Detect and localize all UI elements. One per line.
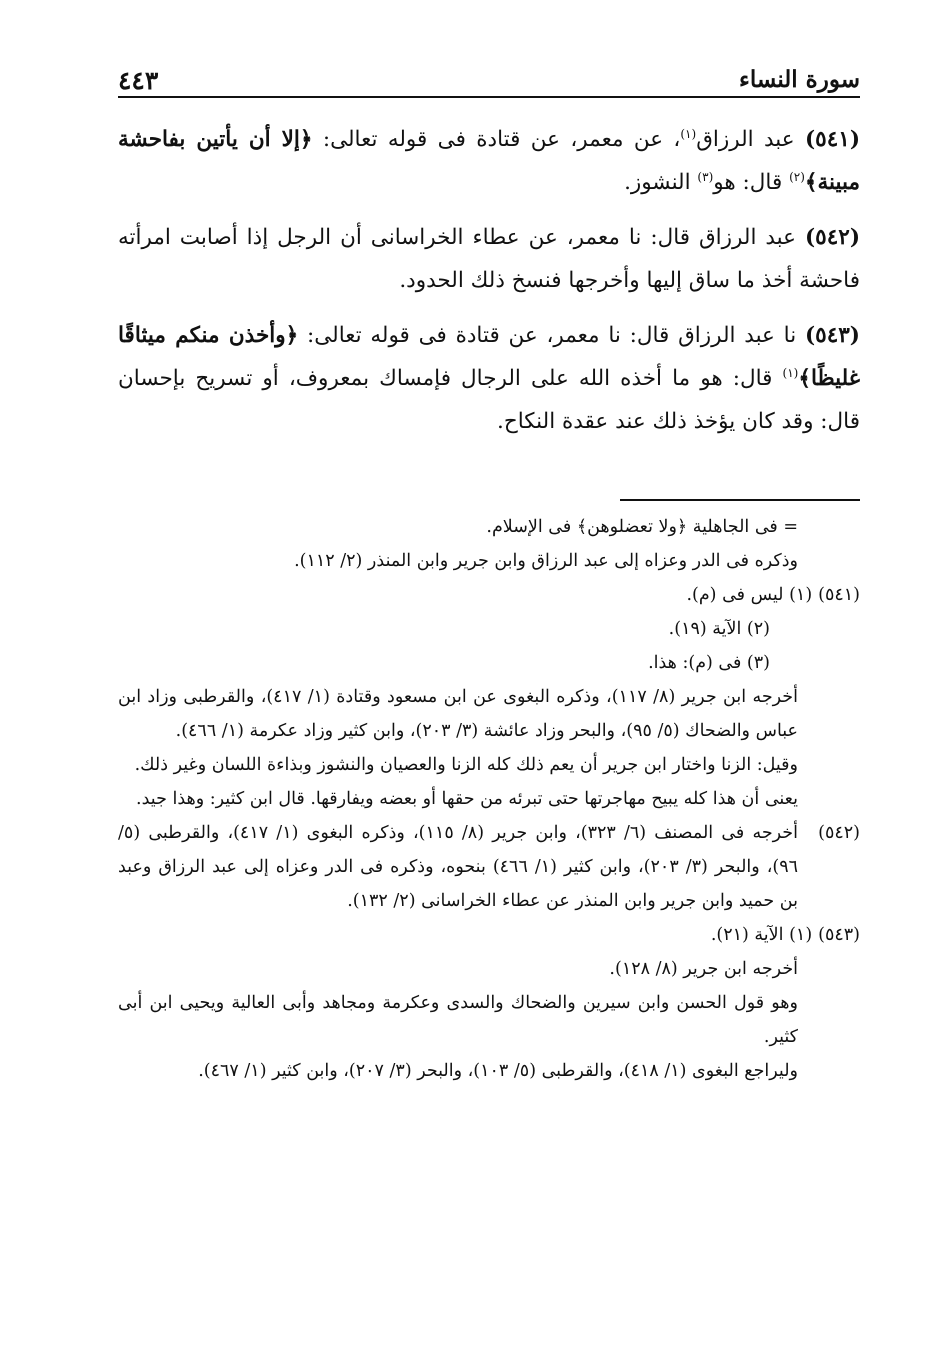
footnote-paragraph: أخرجه ابن جرير (٨/ ١١٧)، وذكره البغوى عن ابن مسعود وقتادة (١/ ٤١٧)، والقرطبى وزاد ابن عباس والضحاك (٥/ ٩٥)، والبحر وزاد عائشة (٣/ ٢٠٣)، وابن كثير وزاد عكرمة (١/ ٤٦٦). — [118, 687, 798, 741]
footnote-paragraph: أخرجه فى المصنف (٦/ ٣٢٣)، وابن جرير (٨/ ١١٥)، وذكره البغوى (١/ ٤١٧)، والقرطبى (٥/ ٩٦)، والبحر (٣/ ٢٠٣)، وابن كثير (١/ ٤٦٦) بنحوه، وذكره فى الدر وعزاه إلى عبد الرزاق وعبد بن حميد وابن جرير وابن المنذر عن عطاء الخراسانى (٢/ ١٣٢). — [118, 823, 799, 911]
entry-number: (٥٤١) — [804, 127, 860, 152]
entry-text: عبد الرزاق — [696, 127, 805, 152]
page-number: ٤٤٣ — [118, 66, 159, 95]
entry-541 — [118, 118, 860, 204]
entry-text: قال: هو — [713, 170, 790, 195]
footnote-542 — [118, 816, 860, 918]
footnote-label: (٥٤١) — [818, 585, 860, 605]
footnote-line: (١) الآية (٢١). — [710, 925, 813, 945]
quran-quote: ﴿إلا أن يأتين بفاحشة مبينة﴾ — [118, 127, 860, 195]
footnote-ref: (١) — [680, 126, 697, 141]
entry-text: ، عن معمر، عن قتادة فى قوله تعالى: — [312, 127, 681, 152]
footnote-line: (١) ليس فى (م). — [686, 585, 813, 605]
entry-text: قال: هو ما أخذه الله على الرجال فإمساك بمعروف، أو تسريح بإحسان قال: وقد كان يؤخذ ذلك عند عقدة النكاح. — [118, 366, 860, 434]
quran-quote: ﴿وأخذن منكم ميثاقًا غليظًا﴾ — [118, 323, 860, 391]
footnote-continuation: = فى الجاهلية ﴿ولا تعضلوهن﴾ فى الإسلام. — [486, 517, 798, 537]
footnote-ref: (١) — [782, 365, 799, 380]
entry-text: عبد الرزاق قال: نا معمر، عن عطاء الخراسانى أن الرجل إذا أصابت امرأته فاحشة أخذ ما ساق إليها وأخرجها فنسخ ذلك الحدود. — [118, 225, 860, 293]
entry-text: نا عبد الرزاق قال: نا معمر، عن قتادة فى قوله تعالى: — [298, 323, 805, 348]
entry-number: (٥٤٣) — [804, 323, 860, 348]
entry-number: (٥٤٢) — [804, 225, 860, 250]
footnote-541 — [118, 578, 860, 612]
footnote-paragraph: أخرجه ابن جرير (٨/ ١٢٨). — [609, 959, 798, 979]
entry-543 — [118, 314, 860, 443]
footnotes — [118, 510, 860, 1088]
footnote-label: (٥٤٣) — [818, 925, 860, 945]
footnote-paragraph: وقيل: الزنا واختار ابن جرير أن يعم ذلك كله الزنا والعصيان والنشوز وبذاءة اللسان وغير ذلك. — [134, 755, 798, 775]
page-header — [118, 62, 860, 98]
footnote-separator — [620, 499, 860, 501]
footnote-paragraph: وليراجع البغوى (١/ ٤١٨)، والقرطبى (٥/ ١٠٣)، والبحر (٣/ ٢٠٧)، وابن كثير (١/ ٤٦٧). — [198, 1061, 798, 1081]
footnote-continuation: وذكره فى الدر وعزاه إلى عبد الرزاق وابن جرير وابن المنذر (٢/ ١١٢). — [294, 551, 798, 571]
footnote-ref: (٣) — [697, 169, 714, 184]
footnote-543 — [118, 918, 860, 952]
entry-text: النشوز. — [624, 170, 698, 195]
footnote-paragraph: يعنى أن هذا كله يبيح مهاجرتها حتى تبرئه من حقها أو بعضه ويفارقها. قال ابن كثير: وهذا جيد. — [136, 789, 798, 809]
header-rule — [118, 96, 860, 98]
footnote-line: (٢) الآية (١٩). — [668, 619, 770, 639]
entry-542 — [118, 216, 860, 302]
footnote-line: (٣) فى (م): هذا. — [648, 653, 770, 673]
footnote-paragraph: وهو قول الحسن وابن سيرين والضحاك والسدى وعكرمة ومجاهد وأبى العالية ويحيى ابن أبى كثير. — [118, 993, 798, 1047]
footnote-label: (٥٤٢) — [818, 823, 860, 843]
footnote-ref: (٢) — [789, 169, 805, 184]
surah-title: سورة النساء — [739, 66, 860, 93]
